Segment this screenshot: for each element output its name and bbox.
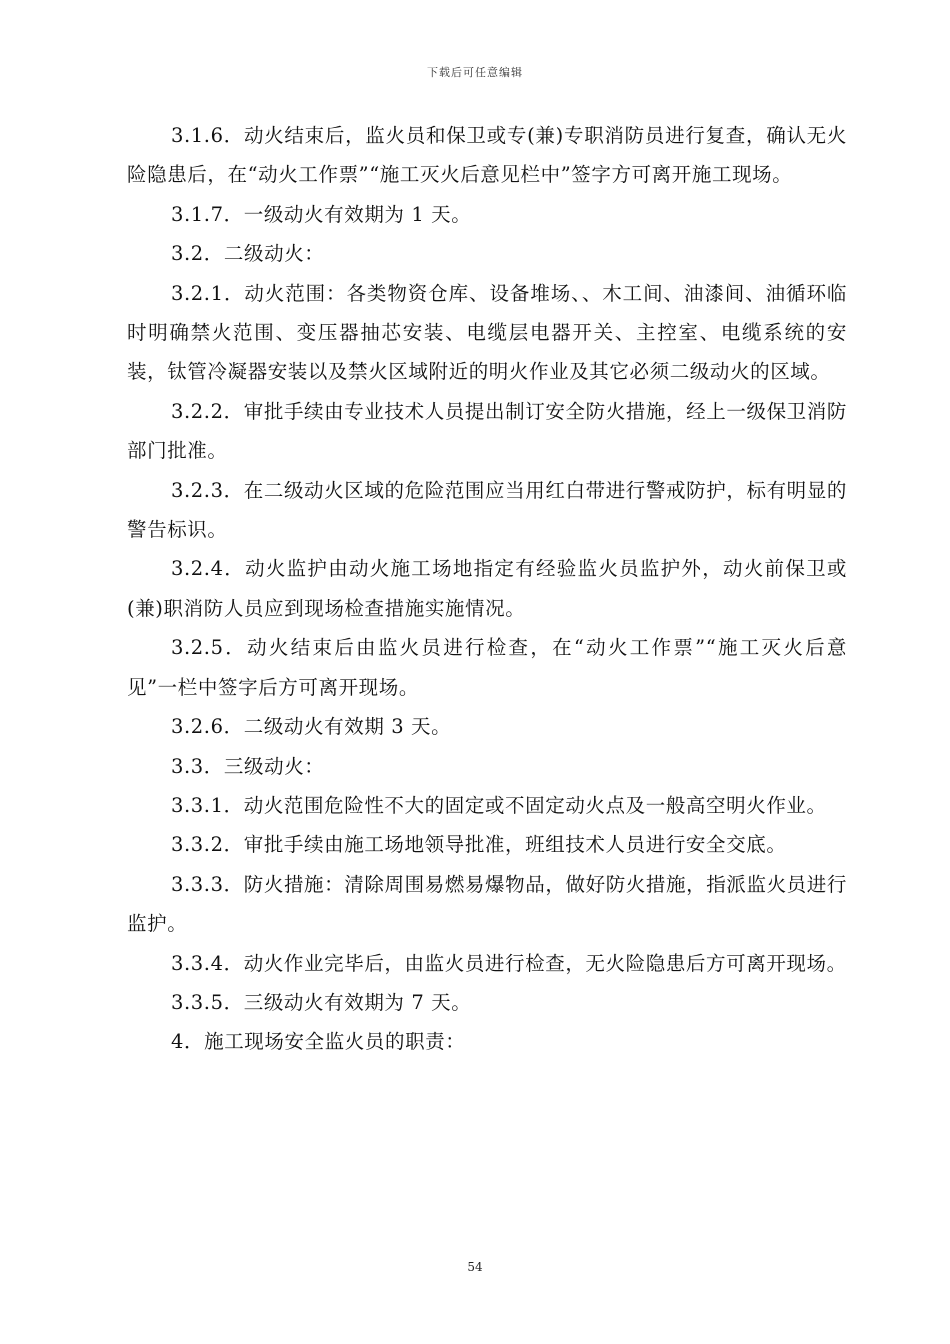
paragraph-3-3-2: 3.3.2．审批手续由施工场地领导批准，班组技术人员进行安全交底。	[171, 833, 787, 857]
paragraph-3-1-6: 3.1.6．动火结束后，监火员和保卫或专(兼)专职消防员进行复查，确认无火险隐患后，在“动火工作票”“施工灭火后意见栏中”签字方可离开施工现场。	[127, 124, 847, 187]
paragraph-3-2-1: 3.2.1．动火范围：各类物资仓库、设备堆场、、木工间、油漆间、油循环临时明确禁火范围、变压器抽芯安装、电缆层电器开关、主控室、电缆系统的安装，钛管冷凝器安装以及禁火区域附近的明火作业及其它必须二级动火的区域。	[127, 281, 847, 384]
heading-3-2: 3.2．二级动火：	[171, 242, 325, 266]
paragraph-3-3-3: 3.3.3．防火措施：清除周围易燃易爆物品，做好防火措施，指派监火员进行监护。	[127, 872, 847, 936]
paragraph-3-2-6: 3.2.6．二级动火有效期 3 天。	[171, 715, 452, 739]
heading-3-3: 3.3．三级动火：	[171, 754, 325, 778]
page-number: 54	[467, 1260, 483, 1274]
paragraph-3-2-5: 3.2.5．动火结束后由监火员进行检查，在“动火工作票”“施工灭火后意见”一栏中签字后方可离开现场。	[127, 636, 847, 699]
paragraph-3-3-5: 3.3.5．三级动火有效期为 7 天。	[171, 990, 472, 1014]
paragraph-3-2-3: 3.2.3．在二级动火区域的危险范围应当用红白带进行警戒防护，标有明显的警告标识。	[127, 478, 847, 542]
paragraph-3-2-4: 3.2.4．动火监护由动火施工场地指定有经验监火员监护外，动火前保卫或(兼)职消防人员应到现场检查措施实施情况。	[127, 557, 847, 620]
paragraph-3-3-4: 3.3.4．动火作业完毕后，由监火员进行检查，无火险隐患后方可离开现场。	[171, 951, 847, 975]
document-body	[127, 116, 847, 1062]
paragraph-3-2-2: 3.2.2．审批手续由专业技术人员提出制订安全防火措施，经上一级保卫消防部门批准。	[127, 399, 847, 463]
paragraph-3-3-1: 3.3.1．动火范围危险性不大的固定或不固定动火点及一般高空明火作业。	[171, 793, 827, 817]
heading-4: 4．施工现场安全监火员的职责：	[171, 1030, 466, 1054]
page-header: 下载后可任意编辑	[427, 66, 523, 79]
paragraph-3-1-7: 3.1.7．一级动火有效期为 1 天。	[171, 202, 472, 226]
